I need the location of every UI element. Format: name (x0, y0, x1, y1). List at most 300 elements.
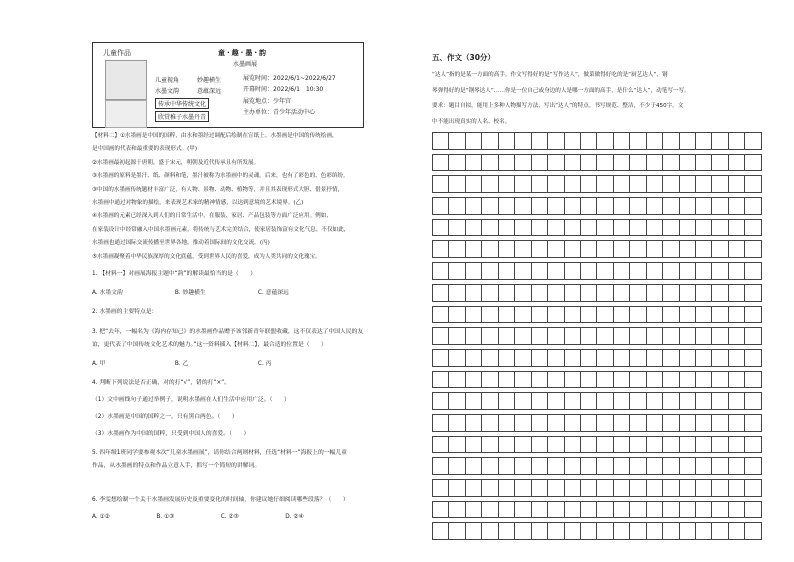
grid-cell[interactable] (515, 480, 531, 497)
grid-cell[interactable] (646, 458, 662, 475)
grid-cell[interactable] (630, 241, 646, 258)
grid-cell[interactable] (597, 219, 613, 236)
grid-cell[interactable] (597, 393, 613, 410)
grid-cell[interactable] (433, 284, 449, 301)
grid-cell[interactable] (433, 501, 449, 518)
grid-cell[interactable] (696, 458, 712, 475)
grid-cell[interactable] (597, 133, 613, 150)
grid-cell[interactable] (482, 219, 498, 236)
grid-cell[interactable] (745, 306, 762, 323)
grid-cell[interactable] (482, 263, 498, 280)
grid-cell[interactable] (728, 133, 744, 150)
grid-cell[interactable] (696, 306, 712, 323)
grid-cell[interactable] (712, 436, 728, 453)
grid-cell[interactable] (646, 349, 662, 366)
grid-cell[interactable] (745, 414, 762, 431)
grid-cell[interactable] (745, 458, 762, 475)
grid-cell[interactable] (548, 154, 564, 171)
grid-cell[interactable] (531, 176, 547, 193)
grid-cell[interactable] (728, 501, 744, 518)
grid-cell[interactable] (465, 284, 481, 301)
grid-cell[interactable] (433, 458, 449, 475)
grid-cell[interactable] (646, 176, 662, 193)
grid-cell[interactable] (646, 306, 662, 323)
grid-cell[interactable] (482, 436, 498, 453)
grid-cell[interactable] (745, 436, 762, 453)
grid-cell[interactable] (531, 284, 547, 301)
grid-cell[interactable] (630, 458, 646, 475)
grid-cell[interactable] (663, 458, 679, 475)
grid-cell[interactable] (745, 349, 762, 366)
grid-cell[interactable] (630, 306, 646, 323)
grid-cell[interactable] (465, 306, 481, 323)
grid-cell[interactable] (482, 133, 498, 150)
grid-cell[interactable] (663, 328, 679, 345)
grid-cell[interactable] (712, 480, 728, 497)
grid-cell[interactable] (646, 219, 662, 236)
grid-cell[interactable] (531, 198, 547, 215)
grid-cell[interactable] (564, 154, 580, 171)
grid-cell[interactable] (663, 523, 679, 540)
grid-cell[interactable] (630, 328, 646, 345)
grid-cell[interactable] (580, 263, 596, 280)
grid-cell[interactable] (564, 393, 580, 410)
grid-cell[interactable] (564, 219, 580, 236)
grid-cell[interactable] (433, 263, 449, 280)
grid-cell[interactable] (564, 501, 580, 518)
grid-cell[interactable] (531, 263, 547, 280)
grid-cell[interactable] (564, 328, 580, 345)
grid-cell[interactable] (679, 263, 695, 280)
grid-cell[interactable] (531, 436, 547, 453)
grid-cell[interactable] (433, 154, 449, 171)
grid-cell[interactable] (663, 176, 679, 193)
grid-cell[interactable] (531, 523, 547, 540)
grid-cell[interactable] (482, 393, 498, 410)
grid-cell[interactable] (433, 198, 449, 215)
essay-writing-grid[interactable] (432, 132, 762, 512)
grid-cell[interactable] (465, 436, 481, 453)
grid-cell[interactable] (712, 219, 728, 236)
grid-cell[interactable] (597, 241, 613, 258)
grid-cell[interactable] (663, 263, 679, 280)
grid-cell[interactable] (548, 458, 564, 475)
grid-cell[interactable] (613, 219, 629, 236)
grid-cell[interactable] (712, 393, 728, 410)
grid-cell[interactable] (646, 198, 662, 215)
grid-cell[interactable] (613, 523, 629, 540)
grid-cell[interactable] (712, 414, 728, 431)
grid-cell[interactable] (679, 241, 695, 258)
grid-cell[interactable] (465, 523, 481, 540)
grid-cell[interactable] (515, 306, 531, 323)
grid-cell[interactable] (679, 501, 695, 518)
grid-cell[interactable] (630, 133, 646, 150)
grid-cell[interactable] (646, 328, 662, 345)
grid-cell[interactable] (580, 306, 596, 323)
grid-cell[interactable] (712, 176, 728, 193)
grid-cell[interactable] (515, 263, 531, 280)
grid-cell[interactable] (663, 480, 679, 497)
grid-cell[interactable] (613, 371, 629, 388)
grid-cell[interactable] (564, 198, 580, 215)
grid-cell[interactable] (482, 349, 498, 366)
grid-cell[interactable] (531, 393, 547, 410)
grid-cell[interactable] (580, 414, 596, 431)
grid-cell[interactable] (613, 176, 629, 193)
grid-cell[interactable] (597, 349, 613, 366)
grid-cell[interactable] (580, 458, 596, 475)
grid-cell[interactable] (630, 263, 646, 280)
grid-cell[interactable] (712, 328, 728, 345)
grid-cell[interactable] (613, 198, 629, 215)
grid-cell[interactable] (679, 176, 695, 193)
grid-cell[interactable] (531, 133, 547, 150)
grid-cell[interactable] (646, 241, 662, 258)
grid-cell[interactable] (728, 284, 744, 301)
grid-cell[interactable] (597, 436, 613, 453)
grid-cell[interactable] (498, 393, 514, 410)
grid-cell[interactable] (712, 523, 728, 540)
grid-cell[interactable] (449, 198, 465, 215)
grid-cell[interactable] (696, 176, 712, 193)
grid-cell[interactable] (531, 458, 547, 475)
grid-cell[interactable] (465, 414, 481, 431)
grid-cell[interactable] (679, 371, 695, 388)
grid-cell[interactable] (498, 198, 514, 215)
grid-cell[interactable] (548, 306, 564, 323)
grid-cell[interactable] (465, 349, 481, 366)
grid-cell[interactable] (498, 219, 514, 236)
grid-cell[interactable] (498, 458, 514, 475)
grid-cell[interactable] (597, 306, 613, 323)
grid-cell[interactable] (597, 154, 613, 171)
grid-cell[interactable] (712, 371, 728, 388)
grid-cell[interactable] (745, 480, 762, 497)
grid-cell[interactable] (646, 284, 662, 301)
grid-cell[interactable] (515, 219, 531, 236)
grid-cell[interactable] (449, 349, 465, 366)
grid-cell[interactable] (548, 219, 564, 236)
grid-cell[interactable] (482, 414, 498, 431)
grid-cell[interactable] (449, 263, 465, 280)
grid-cell[interactable] (433, 176, 449, 193)
grid-cell[interactable] (597, 414, 613, 431)
grid-cell[interactable] (498, 306, 514, 323)
grid-cell[interactable] (745, 523, 762, 540)
grid-cell[interactable] (712, 154, 728, 171)
grid-cell[interactable] (679, 480, 695, 497)
grid-cell[interactable] (712, 198, 728, 215)
grid-cell[interactable] (663, 436, 679, 453)
grid-cell[interactable] (531, 349, 547, 366)
grid-cell[interactable] (679, 349, 695, 366)
grid-cell[interactable] (696, 393, 712, 410)
grid-cell[interactable] (482, 284, 498, 301)
grid-cell[interactable] (564, 436, 580, 453)
grid-cell[interactable] (515, 436, 531, 453)
grid-cell[interactable] (433, 306, 449, 323)
grid-cell[interactable] (597, 176, 613, 193)
grid-cell[interactable] (613, 393, 629, 410)
grid-cell[interactable] (564, 371, 580, 388)
grid-cell[interactable] (548, 133, 564, 150)
grid-cell[interactable] (482, 458, 498, 475)
grid-cell[interactable] (548, 284, 564, 301)
grid-cell[interactable] (433, 219, 449, 236)
grid-cell[interactable] (465, 198, 481, 215)
grid-cell[interactable] (482, 371, 498, 388)
grid-cell[interactable] (630, 480, 646, 497)
grid-cell[interactable] (433, 241, 449, 258)
grid-cell[interactable] (728, 328, 744, 345)
grid-cell[interactable] (433, 349, 449, 366)
grid-cell[interactable] (679, 306, 695, 323)
grid-cell[interactable] (712, 241, 728, 258)
grid-cell[interactable] (433, 328, 449, 345)
grid-cell[interactable] (646, 154, 662, 171)
grid-cell[interactable] (728, 176, 744, 193)
grid-cell[interactable] (433, 436, 449, 453)
grid-cell[interactable] (564, 284, 580, 301)
grid-cell[interactable] (515, 154, 531, 171)
grid-cell[interactable] (531, 501, 547, 518)
grid-cell[interactable] (597, 284, 613, 301)
grid-cell[interactable] (515, 393, 531, 410)
grid-cell[interactable] (449, 480, 465, 497)
grid-cell[interactable] (663, 198, 679, 215)
grid-cell[interactable] (498, 480, 514, 497)
grid-cell[interactable] (564, 349, 580, 366)
grid-cell[interactable] (696, 436, 712, 453)
grid-cell[interactable] (548, 176, 564, 193)
grid-cell[interactable] (646, 133, 662, 150)
grid-cell[interactable] (531, 306, 547, 323)
grid-cell[interactable] (712, 458, 728, 475)
grid-cell[interactable] (728, 436, 744, 453)
grid-cell[interactable] (613, 306, 629, 323)
grid-cell[interactable] (564, 480, 580, 497)
grid-cell[interactable] (449, 306, 465, 323)
grid-cell[interactable] (531, 241, 547, 258)
grid-cell[interactable] (630, 176, 646, 193)
grid-cell[interactable] (696, 133, 712, 150)
grid-cell[interactable] (580, 371, 596, 388)
grid-cell[interactable] (728, 198, 744, 215)
grid-cell[interactable] (465, 371, 481, 388)
grid-cell[interactable] (597, 480, 613, 497)
grid-cell[interactable] (548, 480, 564, 497)
grid-cell[interactable] (728, 306, 744, 323)
grid-cell[interactable] (728, 241, 744, 258)
grid-cell[interactable] (449, 176, 465, 193)
grid-cell[interactable] (630, 436, 646, 453)
grid-cell[interactable] (531, 154, 547, 171)
grid-cell[interactable] (712, 263, 728, 280)
grid-cell[interactable] (548, 263, 564, 280)
grid-cell[interactable] (696, 480, 712, 497)
grid-cell[interactable] (728, 219, 744, 236)
grid-cell[interactable] (679, 154, 695, 171)
writing-grid-table[interactable] (432, 132, 762, 540)
grid-cell[interactable] (597, 458, 613, 475)
grid-cell[interactable] (515, 198, 531, 215)
grid-cell[interactable] (613, 436, 629, 453)
grid-cell[interactable] (564, 414, 580, 431)
grid-cell[interactable] (515, 133, 531, 150)
grid-cell[interactable] (548, 501, 564, 518)
grid-cell[interactable] (613, 133, 629, 150)
grid-cell[interactable] (679, 133, 695, 150)
grid-cell[interactable] (597, 198, 613, 215)
grid-cell[interactable] (465, 241, 481, 258)
grid-cell[interactable] (531, 371, 547, 388)
grid-cell[interactable] (630, 154, 646, 171)
grid-cell[interactable] (613, 458, 629, 475)
grid-cell[interactable] (564, 306, 580, 323)
grid-cell[interactable] (449, 393, 465, 410)
grid-cell[interactable] (482, 154, 498, 171)
grid-cell[interactable] (515, 458, 531, 475)
grid-cell[interactable] (548, 349, 564, 366)
grid-cell[interactable] (663, 219, 679, 236)
grid-cell[interactable] (630, 219, 646, 236)
grid-cell[interactable] (449, 501, 465, 518)
grid-cell[interactable] (548, 198, 564, 215)
grid-cell[interactable] (498, 284, 514, 301)
grid-cell[interactable] (745, 241, 762, 258)
grid-cell[interactable] (580, 501, 596, 518)
grid-cell[interactable] (449, 436, 465, 453)
grid-cell[interactable] (646, 436, 662, 453)
grid-cell[interactable] (613, 284, 629, 301)
grid-cell[interactable] (728, 523, 744, 540)
grid-cell[interactable] (548, 241, 564, 258)
grid-cell[interactable] (498, 523, 514, 540)
grid-cell[interactable] (696, 349, 712, 366)
grid-cell[interactable] (531, 480, 547, 497)
grid-cell[interactable] (679, 458, 695, 475)
grid-cell[interactable] (663, 133, 679, 150)
grid-cell[interactable] (498, 349, 514, 366)
grid-cell[interactable] (712, 349, 728, 366)
grid-cell[interactable] (433, 523, 449, 540)
grid-cell[interactable] (745, 284, 762, 301)
grid-cell[interactable] (613, 480, 629, 497)
grid-cell[interactable] (498, 371, 514, 388)
grid-cell[interactable] (696, 198, 712, 215)
grid-cell[interactable] (449, 241, 465, 258)
grid-cell[interactable] (580, 198, 596, 215)
grid-cell[interactable] (498, 154, 514, 171)
grid-cell[interactable] (728, 458, 744, 475)
grid-cell[interactable] (449, 154, 465, 171)
grid-cell[interactable] (745, 176, 762, 193)
grid-cell[interactable] (465, 328, 481, 345)
grid-cell[interactable] (482, 501, 498, 518)
grid-cell[interactable] (465, 263, 481, 280)
grid-cell[interactable] (646, 414, 662, 431)
grid-cell[interactable] (564, 133, 580, 150)
grid-cell[interactable] (580, 154, 596, 171)
grid-cell[interactable] (564, 176, 580, 193)
grid-cell[interactable] (515, 176, 531, 193)
grid-cell[interactable] (696, 328, 712, 345)
grid-cell[interactable] (433, 480, 449, 497)
grid-cell[interactable] (630, 371, 646, 388)
grid-cell[interactable] (548, 523, 564, 540)
grid-cell[interactable] (580, 328, 596, 345)
grid-cell[interactable] (482, 198, 498, 215)
grid-cell[interactable] (498, 241, 514, 258)
grid-cell[interactable] (679, 284, 695, 301)
grid-cell[interactable] (449, 284, 465, 301)
grid-cell[interactable] (482, 328, 498, 345)
grid-cell[interactable] (728, 349, 744, 366)
grid-cell[interactable] (465, 458, 481, 475)
grid-cell[interactable] (646, 480, 662, 497)
grid-cell[interactable] (482, 241, 498, 258)
grid-cell[interactable] (482, 480, 498, 497)
grid-cell[interactable] (696, 241, 712, 258)
grid-cell[interactable] (696, 501, 712, 518)
grid-cell[interactable] (580, 436, 596, 453)
grid-cell[interactable] (728, 414, 744, 431)
grid-cell[interactable] (564, 458, 580, 475)
grid-cell[interactable] (663, 306, 679, 323)
grid-cell[interactable] (597, 263, 613, 280)
grid-cell[interactable] (728, 480, 744, 497)
grid-cell[interactable] (679, 436, 695, 453)
grid-cell[interactable] (679, 523, 695, 540)
grid-cell[interactable] (646, 371, 662, 388)
grid-cell[interactable] (663, 349, 679, 366)
grid-cell[interactable] (465, 176, 481, 193)
grid-cell[interactable] (580, 284, 596, 301)
grid-cell[interactable] (613, 414, 629, 431)
grid-cell[interactable] (515, 328, 531, 345)
grid-cell[interactable] (630, 284, 646, 301)
grid-cell[interactable] (548, 328, 564, 345)
grid-cell[interactable] (646, 393, 662, 410)
grid-cell[interactable] (465, 480, 481, 497)
grid-cell[interactable] (663, 501, 679, 518)
grid-cell[interactable] (745, 198, 762, 215)
grid-cell[interactable] (498, 176, 514, 193)
grid-cell[interactable] (745, 328, 762, 345)
grid-cell[interactable] (663, 393, 679, 410)
grid-cell[interactable] (745, 393, 762, 410)
grid-cell[interactable] (449, 523, 465, 540)
grid-cell[interactable] (712, 284, 728, 301)
grid-cell[interactable] (630, 349, 646, 366)
grid-cell[interactable] (498, 414, 514, 431)
grid-cell[interactable] (482, 176, 498, 193)
grid-cell[interactable] (745, 501, 762, 518)
grid-cell[interactable] (679, 198, 695, 215)
grid-cell[interactable] (531, 414, 547, 431)
grid-cell[interactable] (663, 241, 679, 258)
grid-cell[interactable] (696, 371, 712, 388)
grid-cell[interactable] (728, 154, 744, 171)
grid-cell[interactable] (449, 133, 465, 150)
grid-cell[interactable] (597, 371, 613, 388)
grid-cell[interactable] (580, 133, 596, 150)
grid-cell[interactable] (531, 219, 547, 236)
grid-cell[interactable] (498, 501, 514, 518)
grid-cell[interactable] (646, 501, 662, 518)
grid-cell[interactable] (564, 241, 580, 258)
